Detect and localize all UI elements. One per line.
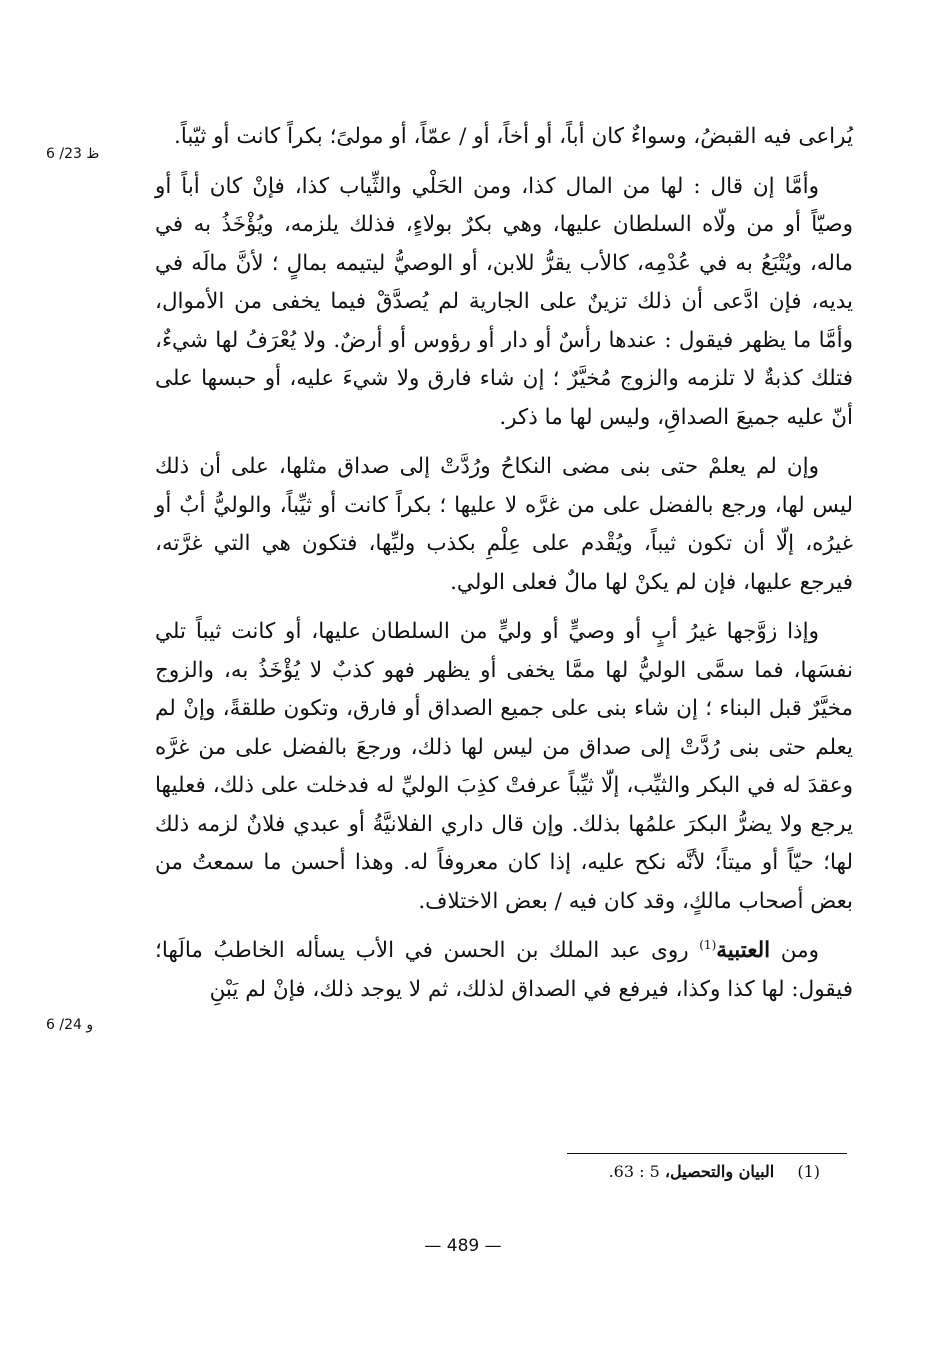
paragraph-5: [155, 932, 853, 1009]
footnote-reference: (1): [699, 937, 717, 952]
paragraph-4: وإذا زوَّجها غيرُ أبٍ أو وصيٍّ أو وليٍّ من السلطان عليها، أو كانت ثيباً تلي نفسَها، فما سمَّى الوليُّ لها ممَّا يخفى أو يظهر فهو كذبٌ لا يُؤْخَذُ به، والزوج مخيَّرٌ قبل البناء ؛ إن شاء بنى على جميع الصداق أو فارق، وتكون طلقةً، وإنْ لم يعلم حتى بنى رُدَّتْ إلى صداق من ليس لها ذلك، ورجعَ بالفضل على من غرَّه وعقدَ له في البكر والثيِّب، إلّا ثيِّباً عرفتْ كذِبَ الوليِّ له فدخلت على ذلك، فعليها يرجع ولا يضرُّ البكرَ علمُها بذلك. وإن قال داري الفلانيَّةُ أو عبدي فلانٌ لزمه ذلك لها؛ حيّاً أو ميتاً؛ لأنَّه نكح عليه، إذا كان معروفاً له. وهذا أحسن ما سمعتُ من بعض أصحاب مالكٍ، وقد كان فيه / بعض الاختلاف.: [155, 619, 853, 914]
paragraph-3: وإن لم يعلمْ حتى بنى مضى النكاحُ ورُدَّتْ إلى صداق مثلها، على أن ذلك ليس لها، ورجع بالفضل على من غرَّه لا عليها ؛ بكراً كانت أو ثيِّباً، والوليُّ أبٌ أو غيرُه، إلّا أن تكون ثيباً، ويُقْدم على عِلْمِ بكذب وليِّها، فتكون هي التي غرَّته، فيرجع عليها، فإن لم يكنْ لها مالٌ فعلى الولي.: [155, 454, 853, 595]
paragraph-5-text: روى عبد الملك بن الحسن في الأب يسأله الخاطبُ مالَها؛ فيقول: لها كذا وكذا، فيرفع في الصداق لذلك، ثم لا يوجد ذلك، فإنْ لم يَبْنِ: [155, 938, 853, 1002]
page-number: — 489 —: [424, 1236, 502, 1256]
footnote: [540, 1160, 820, 1184]
footnote-number: (1): [797, 1162, 820, 1181]
paragraph-2: وأمَّا إن قال : لها من المال كذا، ومن الحَلْي والثِّياب كذا، فإنْ كان أباً أو وصيّاً أو من ولّاه السلطان عليها، وهي بكرٌ بولاءٍ، فذلك يلزمه، ويُؤْخَذُ به في ماله، ويُتْبَعُ به في عُدْمِه، كالأب يقرُّ للابن، أو الوصيُّ ليتيمه بمالٍ ؛ لأنَّ مالَه في يديه، فإن ادَّعى أن ذلك تزينٌ على الجارية لم يُصدَّقْ فيما يخفى من الأموال، وأمَّا ما يظهر فيقول : عندها رأسٌ أو دار أو رؤوس أو أرضٌ. ولا يُعْرَفُ لها شيءٌ، فتلك كذبةٌ لا تلزمه والزوج مُخيَّرٌ ؛ إن شاء فارق ولا شيءَ عليه، أو حبسها على أنّ عليه جميعَ الصداقِ، وليس لها ما ذكر.: [155, 173, 853, 430]
source-title-utbiyya: العتبية: [716, 938, 771, 963]
footnote-ref: 5 : 63.: [608, 1162, 660, 1181]
main-text: [155, 118, 853, 1020]
footnote-title: البيان والتحصيل،: [664, 1162, 775, 1181]
footnote-divider: [567, 1153, 847, 1154]
paragraph-1: يُراعى فيه القبضُ، وسواءٌ كان أباً، أو أخاً، أو / عمّاً، أو مولىً؛ بكراً كانت أو ثيّباً.: [173, 124, 853, 149]
paragraph-5-prefix: ومن: [780, 938, 820, 963]
folio-marker-23-verso: 6 /23 ظ: [46, 146, 100, 162]
folio-marker-24-recto: 6 /24 و: [46, 1017, 94, 1033]
